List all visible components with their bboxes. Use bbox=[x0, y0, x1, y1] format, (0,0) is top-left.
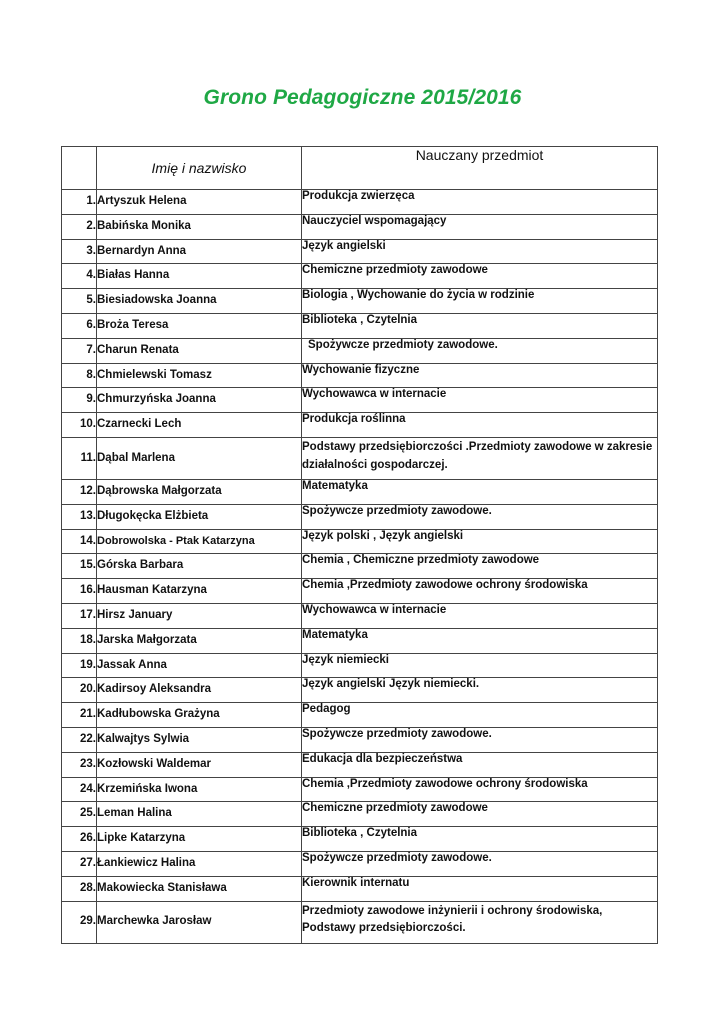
table-row bbox=[62, 653, 658, 678]
table-row bbox=[62, 901, 658, 943]
row-name: Chmurzyńska Joanna bbox=[97, 388, 302, 413]
table-header-row bbox=[62, 147, 658, 190]
row-number: 1. bbox=[62, 190, 97, 215]
row-subject: Matematyka bbox=[302, 628, 658, 653]
row-subject: Wychowawca w internacie bbox=[302, 603, 658, 628]
table-row bbox=[62, 479, 658, 504]
row-number: 4. bbox=[62, 264, 97, 289]
table-row bbox=[62, 190, 658, 215]
row-name: Kadłubowska Grażyna bbox=[97, 703, 302, 728]
row-name: Hirsz January bbox=[97, 603, 302, 628]
staff-table bbox=[61, 146, 658, 944]
row-number: 24. bbox=[62, 777, 97, 802]
table-row bbox=[62, 727, 658, 752]
row-subject: Biblioteka , Czytelnia bbox=[302, 827, 658, 852]
header-number bbox=[62, 147, 97, 190]
row-number: 26. bbox=[62, 827, 97, 852]
row-number: 29. bbox=[62, 901, 97, 943]
row-name: Lipke Katarzyna bbox=[97, 827, 302, 852]
table-row bbox=[62, 703, 658, 728]
row-name: Łankiewicz Halina bbox=[97, 851, 302, 876]
row-name: Bernardyn Anna bbox=[97, 239, 302, 264]
table-row bbox=[62, 802, 658, 827]
table-row bbox=[62, 363, 658, 388]
table-row bbox=[62, 579, 658, 604]
row-subject: Wychowanie fizyczne bbox=[302, 363, 658, 388]
row-name: Dąbal Marlena bbox=[97, 437, 302, 479]
row-number: 15. bbox=[62, 554, 97, 579]
row-name: Biesiadowska Joanna bbox=[97, 289, 302, 314]
table-row bbox=[62, 214, 658, 239]
table-row bbox=[62, 752, 658, 777]
row-name: Długokęcka Elżbieta bbox=[97, 504, 302, 529]
table-row bbox=[62, 777, 658, 802]
row-number: 14. bbox=[62, 529, 97, 554]
table-row bbox=[62, 504, 658, 529]
table-row bbox=[62, 413, 658, 438]
table-row bbox=[62, 851, 658, 876]
row-subject: Chemiczne przedmioty zawodowe bbox=[302, 264, 658, 289]
table-row bbox=[62, 554, 658, 579]
table-row bbox=[62, 876, 658, 901]
row-subject: Nauczyciel wspomagający bbox=[302, 214, 658, 239]
row-name: Charun Renata bbox=[97, 338, 302, 363]
row-subject: Spożywcze przedmioty zawodowe. bbox=[302, 338, 658, 363]
table-row bbox=[62, 827, 658, 852]
row-number: 12. bbox=[62, 479, 97, 504]
table-row bbox=[62, 437, 658, 479]
row-subject: Biblioteka , Czytelnia bbox=[302, 313, 658, 338]
row-number: 22. bbox=[62, 727, 97, 752]
row-subject: Chemiczne przedmioty zawodowe bbox=[302, 802, 658, 827]
row-subject: Spożywcze przedmioty zawodowe. bbox=[302, 727, 658, 752]
row-name: Artyszuk Helena bbox=[97, 190, 302, 215]
row-name: Kozłowski Waldemar bbox=[97, 752, 302, 777]
row-name: Dobrowolska - Ptak Katarzyna bbox=[97, 529, 302, 554]
row-name: Jarska Małgorzata bbox=[97, 628, 302, 653]
row-subject: Wychowawca w internacie bbox=[302, 388, 658, 413]
row-subject: Przedmioty zawodowe inżynierii i ochrony środowiska, Podstawy przedsiębiorczości. bbox=[302, 901, 658, 943]
table-row bbox=[62, 628, 658, 653]
row-subject: Język angielski Język niemiecki. bbox=[302, 678, 658, 703]
row-name: Białas Hanna bbox=[97, 264, 302, 289]
row-subject: Matematyka bbox=[302, 479, 658, 504]
row-name: Krzemińska Iwona bbox=[97, 777, 302, 802]
row-number: 7. bbox=[62, 338, 97, 363]
table-row bbox=[62, 678, 658, 703]
row-number: 11. bbox=[62, 437, 97, 479]
row-name: Dąbrowska Małgorzata bbox=[97, 479, 302, 504]
row-subject: Język niemiecki bbox=[302, 653, 658, 678]
header-subject: Nauczany przedmiot bbox=[302, 147, 658, 190]
row-name: Marchewka Jarosław bbox=[97, 901, 302, 943]
row-number: 18. bbox=[62, 628, 97, 653]
row-number: 19. bbox=[62, 653, 97, 678]
row-subject: Biologia , Wychowanie do życia w rodzinie bbox=[302, 289, 658, 314]
row-number: 23. bbox=[62, 752, 97, 777]
row-number: 28. bbox=[62, 876, 97, 901]
row-subject: Spożywcze przedmioty zawodowe. bbox=[302, 504, 658, 529]
table-row bbox=[62, 239, 658, 264]
row-name: Kalwajtys Sylwia bbox=[97, 727, 302, 752]
row-number: 21. bbox=[62, 703, 97, 728]
row-subject: Pedagog bbox=[302, 703, 658, 728]
table-row bbox=[62, 388, 658, 413]
row-number: 10. bbox=[62, 413, 97, 438]
row-subject: Podstawy przedsiębiorczości .Przedmioty zawodowe w zakresie działalności gospodarczej. bbox=[302, 437, 658, 479]
row-number: 2. bbox=[62, 214, 97, 239]
row-number: 20. bbox=[62, 678, 97, 703]
page-title: Grono Pedagogiczne 2015/2016 bbox=[203, 86, 522, 109]
row-subject: Chemia , Chemiczne przedmioty zawodowe bbox=[302, 554, 658, 579]
row-name: Broża Teresa bbox=[97, 313, 302, 338]
row-subject: Edukacja dla bezpieczeństwa bbox=[302, 752, 658, 777]
row-subject: Spożywcze przedmioty zawodowe. bbox=[302, 851, 658, 876]
row-name: Jassak Anna bbox=[97, 653, 302, 678]
row-number: 6. bbox=[62, 313, 97, 338]
row-subject: Język polski , Język angielski bbox=[302, 529, 658, 554]
table-row bbox=[62, 529, 658, 554]
row-name: Leman Halina bbox=[97, 802, 302, 827]
row-subject: Język angielski bbox=[302, 239, 658, 264]
row-number: 16. bbox=[62, 579, 97, 604]
table-row bbox=[62, 603, 658, 628]
row-number: 13. bbox=[62, 504, 97, 529]
row-number: 8. bbox=[62, 363, 97, 388]
row-subject: Kierownik internatu bbox=[302, 876, 658, 901]
row-number: 5. bbox=[62, 289, 97, 314]
row-name: Czarnecki Lech bbox=[97, 413, 302, 438]
row-name: Górska Barbara bbox=[97, 554, 302, 579]
row-name: Hausman Katarzyna bbox=[97, 579, 302, 604]
row-name: Makowiecka Stanisława bbox=[97, 876, 302, 901]
row-subject: Produkcja zwierzęca bbox=[302, 190, 658, 215]
table-row bbox=[62, 338, 658, 363]
row-number: 25. bbox=[62, 802, 97, 827]
row-number: 27. bbox=[62, 851, 97, 876]
row-number: 9. bbox=[62, 388, 97, 413]
row-number: 17. bbox=[62, 603, 97, 628]
header-name: Imię i nazwisko bbox=[97, 147, 302, 190]
table-row bbox=[62, 289, 658, 314]
row-name: Babińska Monika bbox=[97, 214, 302, 239]
row-subject: Produkcja roślinna bbox=[302, 413, 658, 438]
row-name: Chmielewski Tomasz bbox=[97, 363, 302, 388]
row-name: Kadirsoy Aleksandra bbox=[97, 678, 302, 703]
table-row bbox=[62, 264, 658, 289]
row-subject: Chemia ,Przedmioty zawodowe ochrony środowiska bbox=[302, 777, 658, 802]
table-row bbox=[62, 313, 658, 338]
row-number: 3. bbox=[62, 239, 97, 264]
row-subject: Chemia ,Przedmioty zawodowe ochrony środowiska bbox=[302, 579, 658, 604]
